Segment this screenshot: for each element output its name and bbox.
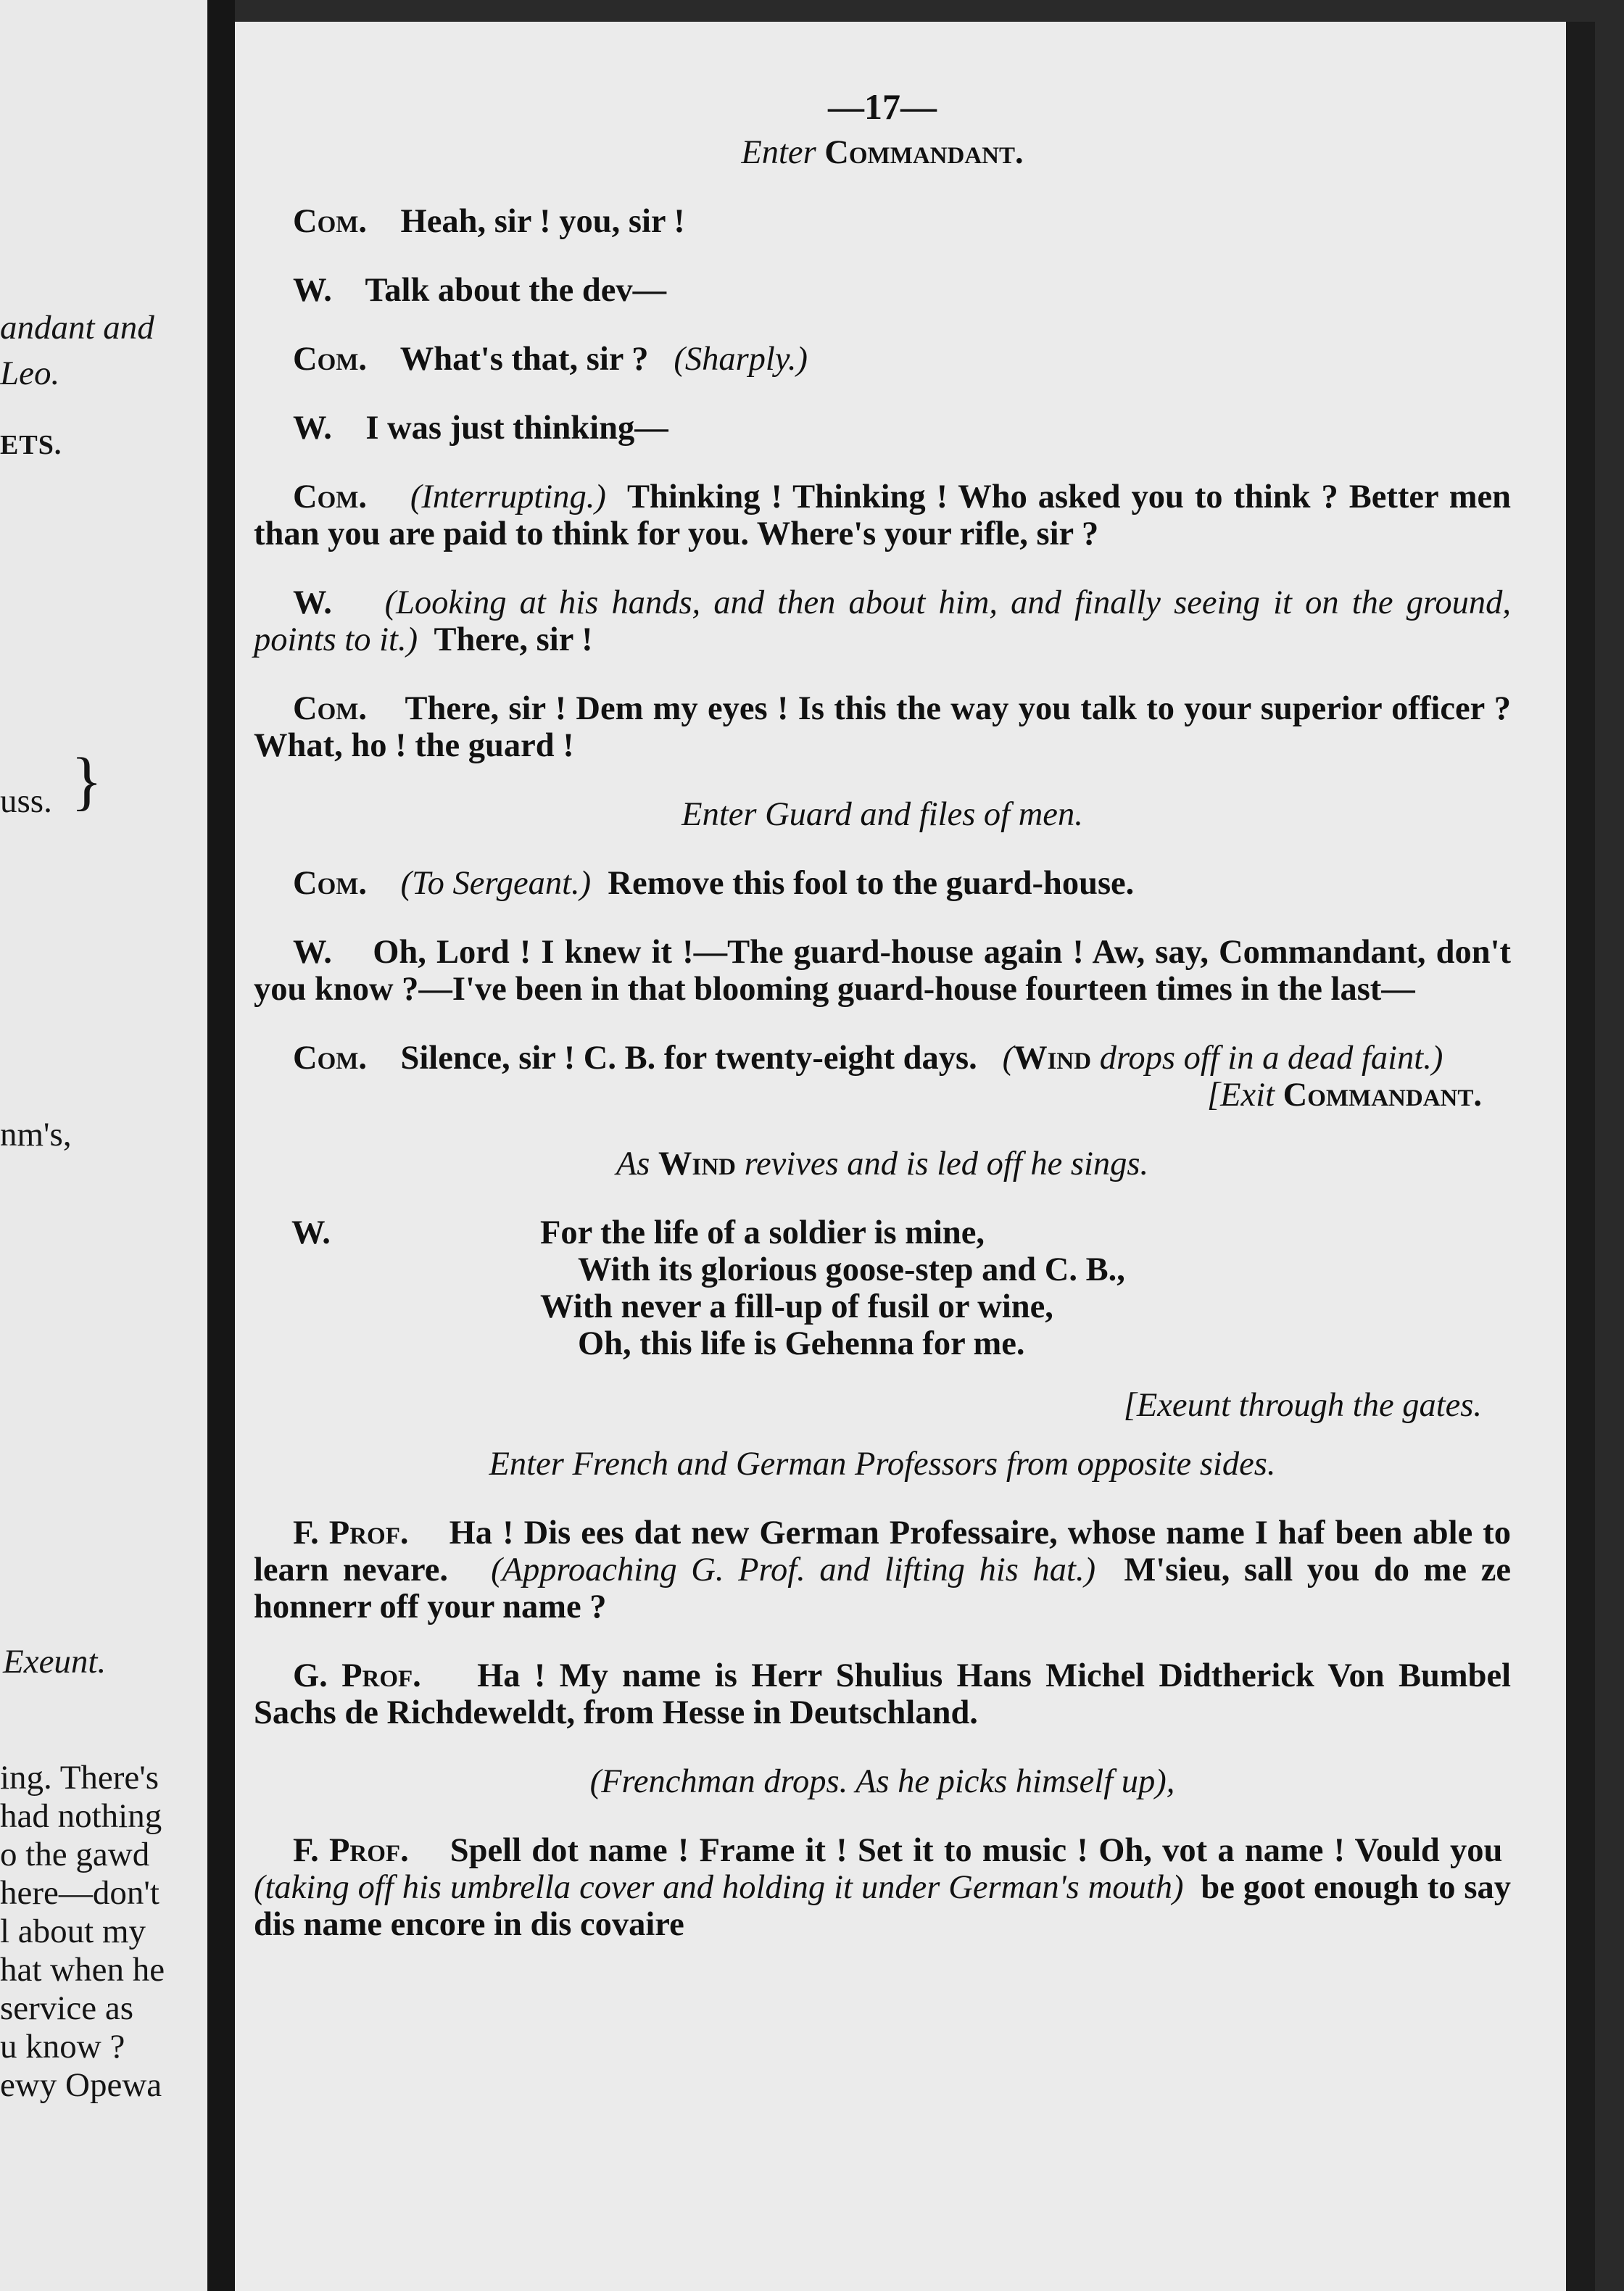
stage-direction: Enter French and German Professors from opposite sides. <box>489 1446 1276 1483</box>
left-fragment: andant and <box>0 309 154 347</box>
speaker: Com. <box>293 203 368 240</box>
verse-line: Oh, this life is Gehenna for me. <box>578 1325 1025 1362</box>
left-fragment: Leo. <box>0 355 60 392</box>
stage-aside: drops off in a dead faint.) <box>1091 1040 1443 1077</box>
speaker: F. Prof. <box>293 1515 409 1552</box>
stage-aside: (Looking at his hands, and then about him, and finally seeing it on the ground, points to it.) <box>254 584 1511 658</box>
stage-aside: (To Sergeant.) <box>400 865 592 902</box>
dialogue-line <box>254 1657 1511 1731</box>
speaker: Com. <box>293 690 368 727</box>
speaker: Com. <box>293 478 368 515</box>
speaker: W. <box>293 934 332 971</box>
left-fragment: ing. There's <box>0 1759 160 1797</box>
direction-text: As <box>616 1146 658 1182</box>
dialogue-text: Remove this fool to the guard-house. <box>608 865 1135 902</box>
left-fragment: l about my <box>0 1913 146 1950</box>
dialogue-line <box>254 1040 1511 1077</box>
page-number: —17— <box>828 86 937 127</box>
left-facing-page <box>0 0 210 2291</box>
exit-direction: [Exeunt through the gates. <box>1123 1387 1482 1424</box>
speaker: Com. <box>293 341 368 378</box>
dialogue-text: be goot enough to say dis name encore in dis covaire <box>254 1869 1512 1943</box>
stage-direction: (Frenchman drops. As he picks himself up), <box>589 1763 1175 1800</box>
dialogue-text: Heah, sir ! you, sir ! <box>400 203 685 240</box>
page-text <box>254 88 1511 1943</box>
stage-direction: Enter Guard and files of men. <box>682 796 1083 833</box>
left-fragment: nm's, <box>0 1116 72 1153</box>
dialogue-line <box>254 934 1511 1008</box>
direction-text: [Exit <box>1207 1077 1283 1114</box>
direction-text: Enter <box>741 134 825 171</box>
dialogue-text: Oh, Lord ! I knew it !—The guard-house again ! Aw, say, Commandant, don't you know ?—I've been in that blooming guard-house fourteen times in the last— <box>254 934 1511 1008</box>
left-fragment: o the gawd <box>0 1836 150 1873</box>
verse-line: For the life of a soldier is mine, <box>540 1214 985 1251</box>
dialogue-line <box>254 865 1511 902</box>
stage-direction <box>254 134 1511 171</box>
verse-line: With never a fill-up of fusil or wine, <box>540 1288 1053 1325</box>
speaker: G. Prof. <box>293 1657 421 1694</box>
stage-direction <box>254 1146 1511 1182</box>
dialogue-line <box>254 690 1511 764</box>
dialogue-text: What's that, sir ? <box>399 341 649 378</box>
left-fragment: service as <box>0 1989 133 2027</box>
right-page <box>235 22 1595 2291</box>
speaker: F. Prof. <box>293 1832 409 1869</box>
character-name: Commandant. <box>824 134 1024 171</box>
dialogue-line <box>254 410 1511 447</box>
exit-direction <box>254 1077 1511 1114</box>
song-verse <box>254 1214 1511 1365</box>
verse-lines <box>540 1214 1125 1362</box>
dialogue-line <box>254 584 1511 658</box>
speaker: W. <box>293 584 332 621</box>
stage-aside: (taking off his umbrella cover and holding it under German's mouth) <box>254 1869 1184 1906</box>
dialogue-text: Silence, sir ! C. B. for twenty-eight days. <box>400 1040 977 1077</box>
left-fragment: u know ? <box>0 2028 125 2066</box>
book-gutter <box>207 0 235 2291</box>
left-fragment: here—don't <box>0 1874 160 1912</box>
verse-line: With its glorious goose-step and C. B., <box>578 1251 1125 1288</box>
dialogue-line <box>254 203 1511 240</box>
dialogue-text: There, sir ! Dem my eyes ! Is this the way you talk to your superior officer ? What, ho ! the guard ! <box>254 690 1511 764</box>
left-fragment: hat when he <box>0 1951 165 1989</box>
dialogue-line <box>254 341 1511 378</box>
dialogue-text: There, sir ! <box>434 621 593 658</box>
character-name: Wind <box>1014 1040 1092 1077</box>
left-fragment: ETS. <box>0 430 62 460</box>
speaker: W. <box>293 410 332 447</box>
stage-aside: ( <box>1002 1040 1014 1077</box>
left-fragment: ewy Opewa <box>0 2066 162 2104</box>
speaker: W. <box>293 272 332 309</box>
speaker: W. <box>291 1214 331 1251</box>
dialogue-text: Thinking ! Thinking ! Who asked you to think ? Better men than you are paid to think for you. Where's your rifle, sir ? <box>254 478 1511 552</box>
direction-text: revives and is led off he sings. <box>736 1146 1149 1182</box>
dialogue-text: Talk about the dev— <box>365 272 667 309</box>
speaker: Com. <box>293 1040 368 1077</box>
stage-aside: (Sharply.) <box>674 341 808 378</box>
character-name: Commandant. <box>1283 1077 1482 1114</box>
brace-icon: } <box>71 745 103 817</box>
speaker: Com. <box>293 865 368 902</box>
left-fragment: had nothing <box>0 1797 162 1835</box>
stage-aside: (Interrupting.) <box>410 478 606 515</box>
left-fragment: Exeunt. <box>3 1643 107 1681</box>
dialogue-text: Ha ! Dis ees dat new German Professaire, whose name I haf been able to learn nevare. <box>254 1515 1511 1588</box>
left-fragment: uss. <box>0 782 52 820</box>
character-name: Wind <box>658 1146 737 1182</box>
dialogue-text: Ha ! My name is Herr Shulius Hans Michel Didtherick Von Bumbel Sachs de Richdeweldt, from Hesse in Deutschland. <box>254 1657 1512 1731</box>
dialogue-line <box>254 1832 1511 1943</box>
dialogue-line <box>254 478 1511 552</box>
dialogue-line <box>254 1515 1511 1625</box>
stage-aside: (Approaching G. Prof. and lifting his hat.) <box>491 1552 1096 1588</box>
dialogue-text: I was just thinking— <box>365 410 668 447</box>
dialogue-text: Spell dot name ! Frame it ! Set it to music ! Oh, vot a name ! Vould you <box>450 1832 1503 1869</box>
dialogue-text: M'sieu, sall you do me ze honnerr off your name ? <box>254 1552 1512 1625</box>
dialogue-line <box>254 272 1511 309</box>
